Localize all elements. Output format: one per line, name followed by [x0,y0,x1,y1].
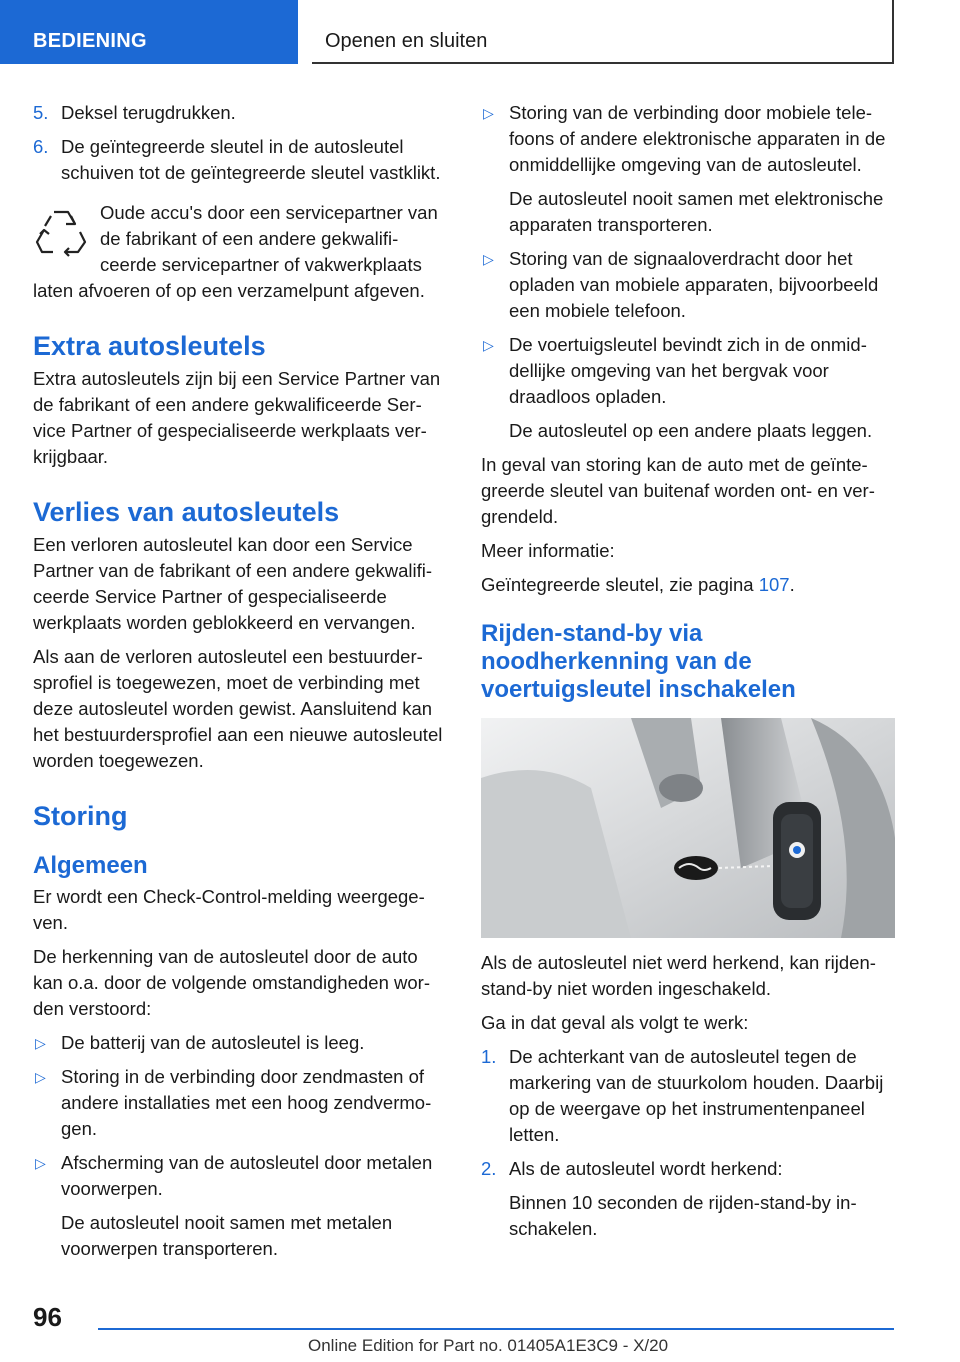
reference-end: . [789,574,795,595]
section-label: BEDIENING [33,30,147,52]
bullet-icon: ▷ [35,1069,46,1085]
heading-lost-keys: Verlies van autosleutels [33,497,340,527]
page-number: 96 [33,1302,62,1332]
reference-text: Geïntegreerde sleutel, zie pagina [481,574,759,595]
paragraph: De herkenning van de autosleutel door de auto kan o.a. door de volgende omstandigheden worden verstoord: [33,946,431,1019]
left-column [33,100,448,1270]
page-link[interactable]: 107 [758,574,790,595]
list-item [481,1044,896,1148]
heading-extra-keys: Extra autosleutels [33,331,266,361]
list-item [33,134,448,186]
right-column [481,100,896,1250]
bullet-text: De voertuigsleutel bevindt zich in de onmiddellijke omgeving van het bergvak voor draadloos opladen. [509,334,867,407]
paragraph: Meer informatie: [481,540,615,561]
paragraph: Een verloren autosleutel kan door een Service Partner van de fabrikant of een andere gekwalificeerde Service Partner of gespecialiseerde werkplaats worden geblokkeerd en vervangen. [33,534,433,633]
footer-edition: Online Edition for Part no. 01405A1E3C9 - X/20 [308,1336,669,1355]
step-subtext: Binnen 10 seconden de rijden-stand-by inschakelen. [509,1192,857,1239]
bullet-subtext: De autosleutel nooit samen met metalen voorwerpen transporteren. [61,1212,393,1259]
bullet-subtext: De autosleutel nooit samen met elektronische apparaten transporteren. [509,188,884,235]
step-number: 6. [33,136,49,157]
subheading-general: Algemeen [33,852,148,879]
recycle-text-tail: laten afvoeren of op een verzamelpunt afgeven. [33,280,425,301]
bullet-subtext: De autosleutel op een andere plaats leggen. [509,420,873,441]
step-text: Deksel terugdrukken. [61,102,236,123]
paragraph: Er wordt een Check-Control-melding weergegeven. [33,886,425,933]
bullet-text: De batterij van de autosleutel is leeg. [61,1032,365,1053]
bullet-icon: ▷ [35,1035,46,1051]
step-number: 5. [33,102,49,123]
list-item [33,1150,448,1202]
list-item [33,1030,448,1056]
step-number: 1. [481,1046,497,1067]
bullet-icon: ▷ [483,251,494,267]
bullet-icon: ▷ [483,105,494,121]
section-tab [0,0,298,64]
paragraph: Als aan de verloren autosleutel een bestuurdersprofiel is toegewezen, moet de verbinding met deze autosleutel worden gewist. Aansluitend kan het bestuurdersprofiel aan een nieuwe autosleutel worden toegewezen. [33,646,443,771]
list-item [33,1064,448,1142]
list-item [481,246,896,324]
bullet-text: Storing van de signaaloverdracht door het opladen van mobiele apparaten, bijvoorbeeld een mobiele telefoon. [509,248,879,321]
recycle-icon [33,204,89,260]
paragraph: In geval van storing kan de auto met de geïntegreerde sleutel van buitenaf worden ont- en vergrendeld. [481,454,875,527]
step-text: Als de autosleutel wordt herkend: [509,1158,783,1179]
recycle-note [33,200,448,304]
chapter-header [312,0,894,64]
paragraph [481,572,896,598]
bullet-text: Storing in de verbinding door zendmasten of andere installaties met een hoog zendvermogen. [61,1066,432,1139]
step-text: De achterkant van de autosleutel tegen de markering van de stuurkolom houden. Daarbij op de weergave op het instrumentenpaneel letten. [509,1046,884,1145]
list-item [481,332,896,410]
bullet-icon: ▷ [35,1155,46,1171]
paragraph: Extra autosleutels zijn bij een Service Partner van de fabrikant of een andere gekwalificeerde Service Partner of gespecialiseerde werkplaats verkrijgbaar. [33,368,441,467]
bullet-icon: ▷ [483,337,494,353]
paragraph: Als de autosleutel niet werd herkend, kan rijdenstand-by niet worden ingeschakeld. [481,952,876,999]
step-number: 2. [481,1158,497,1179]
heading-malfunction: Storing [33,801,128,831]
list-item [481,1156,896,1182]
car-interior-illustration [481,718,895,938]
step-text: De geïntegreerde sleutel in de autosleutel schuiven tot de geïntegreerde sleutel vastklikt. [61,136,441,183]
list-item [33,100,448,126]
heading-emergency-detection: Rijden-stand-by via noodherkenning van de voertuigsleutel inschakelen [481,620,796,703]
chapter-title: Openen en sluiten [325,30,488,52]
recycle-text: Oude accu's door een servicepartner van de fabrikant of een andere gekwalificeerde servicepartner of vakwerkplaats [100,202,438,275]
paragraph: Ga in dat geval als volgt te werk: [481,1012,749,1033]
steering-column-photo [481,718,895,938]
bullet-text: Afscherming van de autosleutel door metalen voorwerpen. [61,1152,433,1199]
bullet-text: Storing van de verbinding door mobiele telefoons of andere elektronische apparaten in de onmiddellijke omgeving van de autosleutel. [509,102,886,175]
footer-divider [98,1328,894,1330]
list-item [481,100,896,178]
